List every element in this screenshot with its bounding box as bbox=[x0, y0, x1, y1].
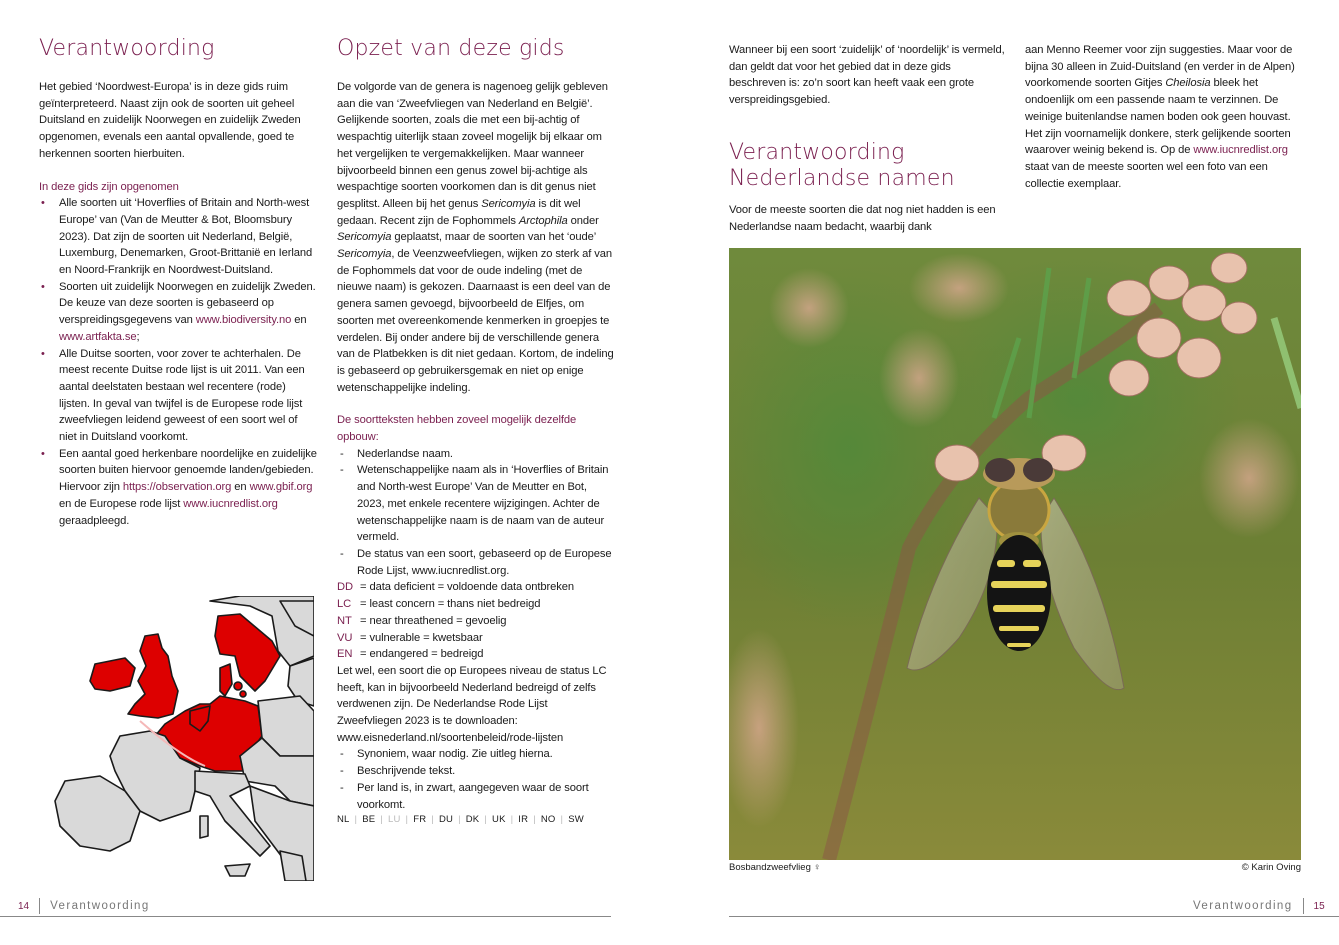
running-title: Verantwoording bbox=[50, 900, 150, 912]
structure-list-b bbox=[337, 746, 615, 813]
names-paragraph-start bbox=[729, 202, 1005, 236]
intro-paragraph-right: Wanneer bij een soort ‘zuidelijk’ of ‘noordelijk’ is vermeld, dan geldt dat voor het gebied dat in deze gids beschreven is: zo’n soort kan heeft vaak een grote verspreidingsgebied. bbox=[729, 44, 1005, 107]
paragraph-text: is dit wel gedaan. Recent zijn de Fophommels bbox=[337, 197, 581, 227]
country-code-uk: UK bbox=[492, 814, 506, 826]
list-item: - Synoniem, waar nodig. Zie uitleg hierna. bbox=[337, 746, 615, 763]
subheading-structure: De soortteksten hebben zoveel mogelijk dezelfde opbouw: bbox=[337, 414, 577, 444]
list-item: - Nederlandse naam. bbox=[337, 446, 615, 463]
status-text: = vulnerable = kwetsbaar bbox=[357, 631, 483, 644]
country-code-dk: DK bbox=[465, 814, 480, 826]
status-code: LC bbox=[337, 598, 352, 611]
country-separator: | bbox=[533, 814, 536, 826]
link-observation[interactable]: https://observation.org bbox=[122, 481, 232, 494]
list-item: - De status van een soort, gebaseerd op de Europese Rode Lijst, www.iucnredlist.org. bbox=[337, 546, 615, 579]
genus-name: Sericomyia bbox=[337, 248, 392, 261]
list-item: - Per land is, in zwart, aangegeven waar de soort voorkomt. bbox=[337, 780, 615, 813]
right-column-1 bbox=[729, 42, 1005, 236]
link-iucnredlist[interactable]: www.iucnredlist.org bbox=[183, 497, 278, 510]
running-title: Verantwoording bbox=[1193, 900, 1293, 912]
country-code-nl: NL bbox=[337, 814, 350, 826]
red-list-note: Let wel, een soort die op Europees niveau de status LC heeft, kan in bijvoorbeeld Nederland bedreigd of zelfs verdwenen zijn. De Nederlandse Rode Lijst Zweefvliegen 2023 is te downloaden: www.eisnederland.nl/soortenbeleid/rode-lijsten bbox=[337, 664, 607, 744]
link-biodiversity[interactable]: www.biodiversity.no bbox=[195, 314, 292, 327]
paragraph-text: Voor de meeste soorten die dat nog niet hadden is een Nederlandse naam bedacht, waarbij dank bbox=[729, 203, 996, 233]
section-heading-opzet: Opzet van deze gids bbox=[337, 36, 565, 61]
list-item: • Alle Duitse soorten, voor zover te achterhalen. De meest recente Duitse rode lijst is uit 2011. Van een aantal deelstaten bestaan wel recentere (rode) lijsten. In geval van twijfel is de Europese rode lijst zweefvliegen leidend geweest of een soort wel of niet in Duitsland voorkomt. bbox=[39, 346, 317, 446]
list-text: ; bbox=[136, 330, 140, 343]
list-text: en bbox=[291, 314, 307, 327]
status-legend bbox=[337, 579, 615, 663]
page-number: 14 bbox=[18, 900, 30, 912]
footer-divider bbox=[1303, 898, 1304, 914]
names-paragraph-continued bbox=[1025, 42, 1301, 192]
country-code-no: NO bbox=[540, 814, 556, 826]
list-item bbox=[39, 446, 317, 530]
photo-credit: © Karin Oving bbox=[1241, 862, 1301, 873]
europe-map-graphic bbox=[40, 596, 314, 881]
genus-name: Arctophila bbox=[518, 214, 568, 227]
paragraph-text: De volgorde van de genera is nagenoeg gelijk gebleven aan die van ‘Zweefvliegen van Nederland en België’. Gelijkende soorten, zoals die met een bij-achtig of wespachtig uiterlijk staan zoveel mogelijk bij elkaar om het vergelijken te vergemakkelijken. Maar wanneer bijvoorbeeld binnen een genus zowel bij-achtige als wespachtige soorten voorkomen dan is dit genus niet gesplitst. Alleen bij het genus bbox=[337, 81, 608, 210]
opzet-paragraph bbox=[337, 79, 615, 396]
subheading-included: In deze gids zijn opgenomen bbox=[39, 180, 179, 193]
list-item: - Beschrijvende tekst. bbox=[337, 763, 615, 780]
link-gbif[interactable]: www.gbif.org bbox=[249, 481, 313, 494]
status-row-nt bbox=[337, 613, 615, 630]
list-item bbox=[39, 279, 317, 346]
country-separator: | bbox=[560, 814, 564, 826]
status-row-dd bbox=[337, 579, 615, 596]
list-item: • Alle soorten uit ‘Hoverflies of Britain and North-west Europe’ van (Van de Meutter & Bot, Bloomsbury 2023). Dat zijn de soorten uit Nederland, België, Luxemburg, Denemarken, Groot-Brittanië en Ierland en Noord-Frankrijk en Noordwest-Duitsland. bbox=[39, 195, 317, 279]
country-code-lu: LU bbox=[387, 814, 401, 826]
paragraph-text: bleek het ondoenlijk om een passende naam te verzinnen. De weinige buitenlandse namen boden ook geen houvast. Het zijn voornamelijk donkere, sterk gelijkende soorten waarover weinig bekend is. Op de bbox=[1025, 77, 1291, 157]
list-text: Een aantal goed herkenbare noordelijke en zuidelijke soorten buiten hiervoor genoemde landen/gebieden. Hiervoor zijn bbox=[59, 447, 317, 494]
hoverfly-photo bbox=[729, 248, 1301, 860]
country-code-du: DU bbox=[438, 814, 454, 826]
paragraph-text: onder bbox=[567, 214, 599, 227]
status-code: NT bbox=[337, 614, 352, 627]
section-heading-verantwoording: Verantwoording bbox=[39, 36, 215, 61]
section-heading-names bbox=[729, 140, 1005, 192]
structure-list-a bbox=[337, 446, 615, 580]
included-list bbox=[39, 195, 317, 529]
status-code: EN bbox=[337, 648, 353, 661]
heading-line-2: Nederlandse namen bbox=[729, 165, 955, 191]
status-row-lc bbox=[337, 596, 615, 613]
paragraph-text: aan Menno Reemer voor zijn suggesties. Maar voor de bijna 30 alleen in Zuid-Duitsland (en verder in de Alpen) voorkomende soorten Gitjes bbox=[1025, 44, 1295, 90]
country-code-sw: SW bbox=[568, 814, 584, 826]
status-row-en bbox=[337, 646, 615, 663]
link-iucnredlist[interactable]: www.iucnredlist.org bbox=[1193, 144, 1288, 157]
status-code: VU bbox=[337, 631, 353, 644]
page-number: 15 bbox=[1313, 900, 1325, 912]
list-text: en de Europese rode lijst bbox=[59, 497, 184, 510]
country-code-be: BE bbox=[362, 814, 376, 826]
country-separator: | bbox=[484, 814, 488, 826]
genus-name: Sericomyia bbox=[481, 197, 536, 210]
genus-name: Cheilosia bbox=[1165, 77, 1211, 90]
right-column-2 bbox=[1025, 42, 1301, 192]
country-separator: | bbox=[405, 814, 409, 826]
status-text: = endangered = bedreigd bbox=[357, 648, 484, 661]
photo-caption: Bosbandzweefvlieg ♀ bbox=[729, 862, 821, 873]
list-item: - Wetenschappelijke naam als in ‘Hoverflies of Britain and North-west Europe’ Van de Meutter en Bot, 2023, met enkele recentere wijzigingen. Achter de wetenschappelijke naam is de naam van de auteur vermeld. bbox=[337, 462, 615, 546]
country-presence-row bbox=[337, 814, 615, 825]
status-text: = near threathened = gevoelig bbox=[357, 614, 507, 627]
footer-rule bbox=[729, 916, 1339, 917]
genus-name: Sericomyia bbox=[337, 231, 392, 244]
list-text: en bbox=[231, 481, 250, 494]
country-separator: | bbox=[431, 814, 434, 826]
paragraph-text: staat van de meeste soorten wel een foto van een collectie exemplaar. bbox=[1025, 160, 1268, 190]
country-separator: | bbox=[380, 814, 383, 826]
hoverfly-photo-graphic bbox=[729, 248, 1301, 860]
list-text: geraadpleegd. bbox=[59, 514, 130, 527]
footer-rule bbox=[0, 916, 611, 917]
link-artfakta[interactable]: www.artfakta.se bbox=[59, 330, 137, 343]
country-code-fr: FR bbox=[413, 814, 427, 826]
intro-paragraph: Het gebied ‘Noordwest-Europa’ is in deze gids ruim geïnterpreteerd. Naast zijn ook de soorten uit geheel Duitsland en zuidelijk Noorwegen en zuidelijk Zweden opgenomen, evenals een aantal opvallende, goed te herkennen soorten hierbuiten. bbox=[39, 81, 301, 160]
footer-left bbox=[18, 898, 150, 914]
country-separator: | bbox=[354, 814, 358, 826]
country-code-ir: IR bbox=[518, 814, 529, 826]
status-code: DD bbox=[337, 581, 353, 594]
paragraph-text: geplaatst, maar de soorten van het ‘oude’ bbox=[391, 231, 596, 244]
footer-right bbox=[1193, 898, 1325, 914]
footer-divider bbox=[39, 898, 40, 914]
status-text: = data deficient = voldoende data ontbreken bbox=[357, 581, 575, 594]
country-separator: | bbox=[458, 814, 461, 826]
country-separator: | bbox=[510, 814, 514, 826]
status-text: = least concern = thans niet bedreigd bbox=[357, 598, 541, 611]
status-row-vu bbox=[337, 630, 615, 647]
list-text: Soorten uit zuidelijk Noorwegen en zuidelijk Zweden. De keuze van deze soorten is gebaseerd op verspreidingsgegevens van bbox=[59, 280, 316, 327]
heading-line-1: Verantwoording bbox=[729, 139, 905, 165]
left-column-1 bbox=[39, 36, 317, 529]
paragraph-text: , de Veenzweefvliegen, wijken zo sterk af van de Fophommels dat voor de oude indeling (met de nieuwe naam) is gekozen. Daarnaast is een deel van de genera samen gevoegd, bijvoorbeeld de Elfjes, om soorten met overeenkomende kenmerken in groepjes te verdelen. Bij onder andere bij de verschillende genera van de Platbekken is dit niet gedaan. Kortom, de indeling is gebaseerd op gebruikersgemak en niet op enige wetenschappelijke indeling. bbox=[337, 248, 614, 394]
europe-map bbox=[40, 596, 314, 881]
left-column-2 bbox=[337, 36, 615, 825]
